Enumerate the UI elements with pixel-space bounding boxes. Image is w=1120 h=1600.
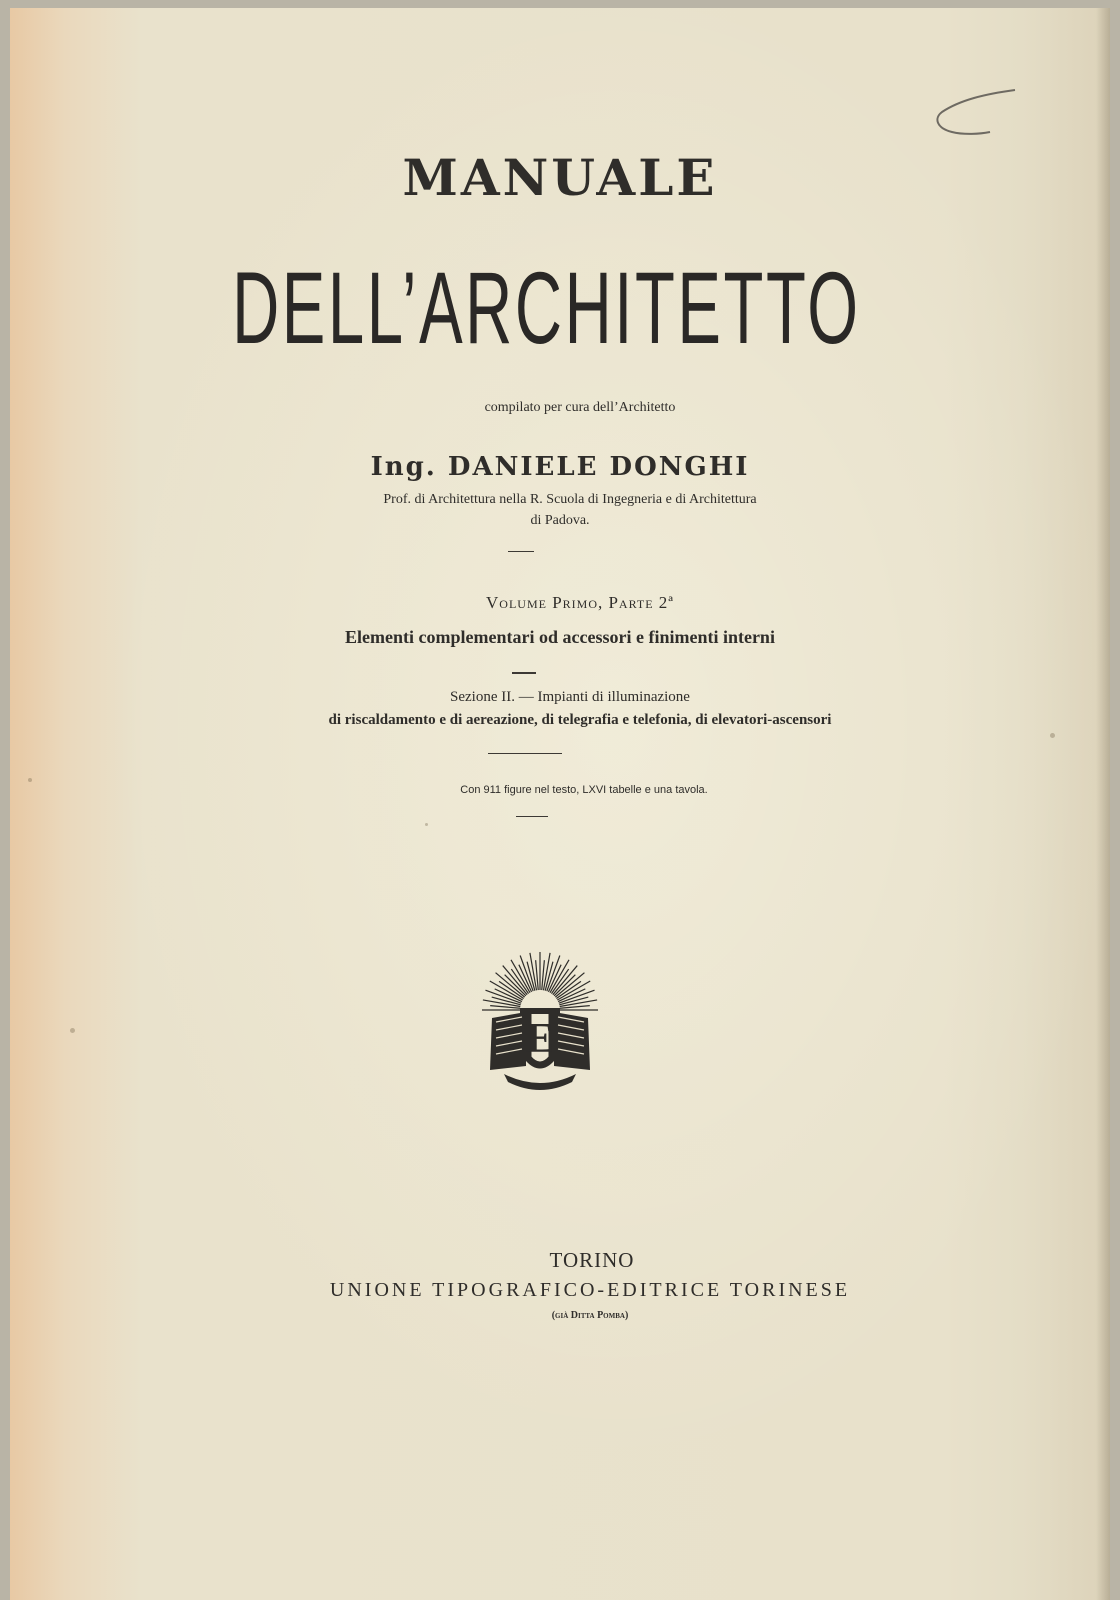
paper-speck <box>70 1028 75 1033</box>
book-page <box>10 8 1110 1600</box>
publisher-name: UNIONE TIPOGRAFICO-EDITRICE TORINESE <box>329 1279 851 1301</box>
publication-city: TORINO <box>549 1248 635 1272</box>
author-affiliation-line-2: di Padova. <box>530 513 590 528</box>
volume-subject: Elementi complementari od accessori e finimenti interni <box>345 627 775 647</box>
divider-2 <box>512 672 536 674</box>
section-subtitle: di riscaldamento e di aereazione, di telegrafia e telefonia, di elevatori-ascensori <box>328 712 832 728</box>
main-title: DELL’ARCHITETTO <box>232 251 861 365</box>
figures-note: Con 911 figure nel testo, LXVI tabelle e una tavola. <box>460 784 708 796</box>
publisher-former-name: (già Ditta Pomba) <box>551 1310 629 1321</box>
volume-label: Volume Primo, Parte 2ª <box>486 593 674 612</box>
publisher-emblem <box>464 948 616 1098</box>
compiled-by: compilato per cura dell’Architetto <box>484 400 676 415</box>
paper-speck <box>1050 733 1055 738</box>
title-line-1: MANUALE <box>402 148 718 207</box>
paper-speck <box>425 823 428 826</box>
author-name: Ing. DANIELE DONGHI <box>370 452 750 482</box>
pencil-mark <box>930 82 1020 152</box>
divider-3 <box>488 753 562 754</box>
section-title: Sezione II. — Impianti di illuminazione <box>450 689 690 705</box>
author-affiliation-line-1: Prof. di Architettura nella R. Scuola di Ingegneria e di Architettura <box>383 492 757 507</box>
divider-1 <box>508 551 534 552</box>
page-edge-shadow <box>1096 8 1110 1600</box>
svg-text:E: E <box>525 1016 555 1062</box>
divider-4 <box>516 816 548 817</box>
paper-speck <box>28 778 32 782</box>
